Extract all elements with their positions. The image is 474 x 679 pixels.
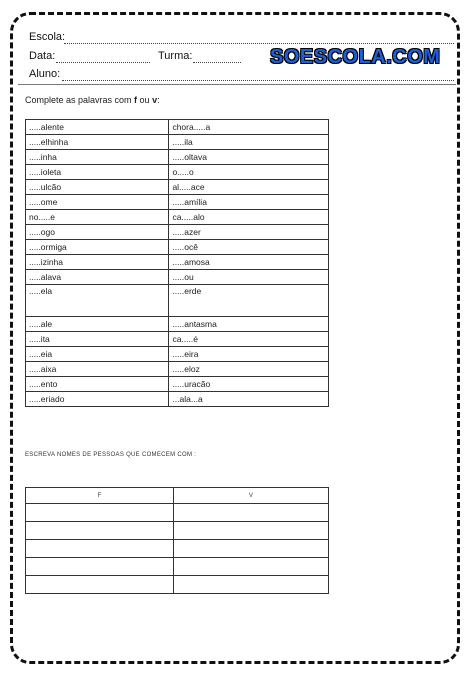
names-cell[interactable] [173, 522, 328, 540]
table-row [26, 347, 329, 362]
word-cell-left[interactable]: no.....e [26, 210, 169, 225]
instruction-text: Complete as palavras com f ou v: [25, 95, 160, 105]
names-table [25, 487, 329, 594]
word-cell-left[interactable]: .....ulcão [26, 180, 169, 195]
names-cell[interactable] [26, 558, 174, 576]
word-cell-left[interactable]: .....eriado [26, 392, 169, 407]
table-row [26, 150, 329, 165]
word-cell-right[interactable]: .....ou [169, 270, 329, 285]
header-separator [18, 84, 456, 85]
word-cell-left[interactable]: .....izinha [26, 255, 169, 270]
word-cell-left[interactable]: .....ento [26, 377, 169, 392]
word-cell-right[interactable]: o.....o [169, 165, 329, 180]
table-row [26, 522, 329, 540]
word-cell-left[interactable]: .....ome [26, 195, 169, 210]
escola-field[interactable] [64, 43, 454, 44]
word-cell-left[interactable]: .....ormiga [26, 240, 169, 255]
word-cell-left[interactable]: .....elhinha [26, 135, 169, 150]
word-cell-right[interactable]: al.....ace [169, 180, 329, 195]
word-cell-right[interactable]: .....ila [169, 135, 329, 150]
aluno-label: Aluno: [29, 68, 61, 80]
names-cell[interactable] [173, 540, 328, 558]
names-cell[interactable] [26, 576, 174, 594]
table-row [26, 240, 329, 255]
word-cell-left[interactable]: .....ogo [26, 225, 169, 240]
word-cell-right[interactable]: .....antasma [169, 317, 329, 332]
word-cell-right[interactable]: .....erde [169, 285, 329, 317]
turma-field[interactable] [193, 62, 241, 63]
table-row [26, 540, 329, 558]
words-table [25, 119, 329, 407]
word-cell-left[interactable]: .....alente [26, 120, 169, 135]
table-row [26, 210, 329, 225]
table-row [26, 576, 329, 594]
word-cell-left[interactable]: .....eia [26, 347, 169, 362]
word-cell-right[interactable]: .....eloz [169, 362, 329, 377]
names-cell[interactable] [173, 504, 328, 522]
word-cell-left[interactable]: .....ale [26, 317, 169, 332]
word-cell-left[interactable]: .....ioleta [26, 165, 169, 180]
data-field[interactable] [56, 62, 150, 63]
word-cell-left[interactable]: .....ita [26, 332, 169, 347]
turma-label: Turma: [158, 50, 193, 62]
word-cell-left[interactable]: .....aixa [26, 362, 169, 377]
table-row [26, 317, 329, 332]
table-row [26, 285, 329, 317]
table-row [26, 120, 329, 135]
word-cell-right[interactable]: ...ala...a [169, 392, 329, 407]
word-cell-left[interactable]: .....alava [26, 270, 169, 285]
data-label: Data: [29, 50, 56, 62]
aluno-field[interactable] [62, 80, 454, 81]
table-row [26, 165, 329, 180]
word-cell-right[interactable]: ca.....é [169, 332, 329, 347]
word-cell-right[interactable]: .....eira [169, 347, 329, 362]
word-cell-right[interactable]: .....azer [169, 225, 329, 240]
names-cell[interactable] [26, 522, 174, 540]
word-cell-right[interactable]: .....ocê [169, 240, 329, 255]
names-col-f: F [26, 488, 174, 504]
names-cell[interactable] [173, 558, 328, 576]
word-cell-right[interactable]: chora.....a [169, 120, 329, 135]
table-row [26, 504, 329, 522]
table-row [26, 377, 329, 392]
word-cell-right[interactable]: .....amosa [169, 255, 329, 270]
names-cell[interactable] [26, 540, 174, 558]
word-cell-right[interactable]: .....oltava [169, 150, 329, 165]
table-row [26, 225, 329, 240]
table-row [26, 392, 329, 407]
names-cell[interactable] [173, 576, 328, 594]
word-cell-right[interactable]: .....uracão [169, 377, 329, 392]
table-row [26, 195, 329, 210]
table-row [26, 135, 329, 150]
escola-label: Escola: [29, 31, 66, 43]
table-row [26, 255, 329, 270]
table-row [26, 332, 329, 347]
table-row [26, 180, 329, 195]
word-cell-right[interactable]: ca.....alo [169, 210, 329, 225]
table-row [26, 558, 329, 576]
table-row [26, 270, 329, 285]
word-cell-left[interactable]: .....inha [26, 150, 169, 165]
names-section-label: ESCREVA NOMES DE PESSOAS QUE COMECEM COM : [25, 452, 197, 458]
names-col-v: V [173, 488, 328, 504]
soescola-logo: SOESCOLA.COM [270, 46, 441, 68]
word-cell-right[interactable]: .....amília [169, 195, 329, 210]
names-cell[interactable] [26, 504, 174, 522]
table-row [26, 362, 329, 377]
word-cell-left[interactable]: .....ela [26, 285, 169, 317]
